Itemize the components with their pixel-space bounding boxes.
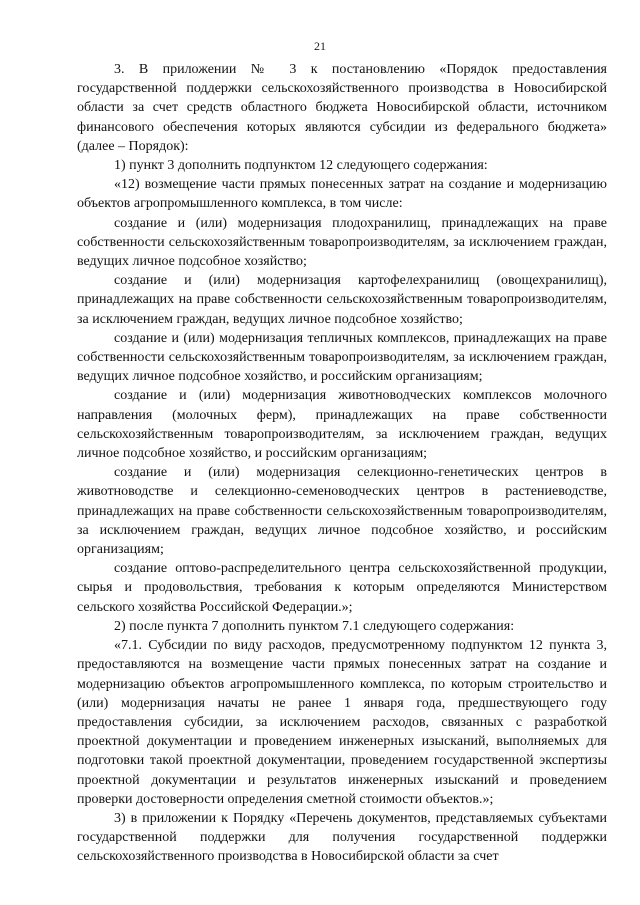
paragraph-fruit-storage: создание и (или) модернизация плодохранилищ, принадлежащих на праве собственности сельскохозяйственным товаропроизводителям, за исключением граждан, ведущих личное подсобное хозяйство;: [77, 215, 607, 270]
page-number: 21: [314, 39, 326, 53]
paragraph-item-7-1: «7.1. Субсидии по виду расходов, предусмотренному подпунктом 12 пункта 3, предоставляются на возмещение части прямых понесенных затрат на создание и модернизацию объектов агропромышленного комплекса, по которым строительство и (или) модернизация начаты не ранее 1 января года, предшествующего году предоставления субсидии, за исключением расходов, связанных с разработкой проектной документации и проведением инженерных изысканий, выполняемых для подготовки такой проектной документации, проведением государственной экспертизы проектной документации и результатов инженерных изысканий и проведением проверки достоверности определения сметной стоимости объектов.»;: [77, 638, 607, 807]
paragraph-item-3: 3) в приложении к Порядку «Перечень документов, представляемых субъектами государственной поддержки для получения государственной поддержки сельскохозяйственного производства в Новосибирской области за счет: [77, 810, 607, 865]
paragraph-item-2: 2) после пункта 7 дополнить пунктом 7.1 следующего содержания:: [114, 618, 515, 634]
paragraph-dairy-farms: создание и (или) модернизация животноводческих комплексов молочного направления (молочных ферм), принадлежащих на праве собственности сельскохозяйственным товаропроизводителям, за исключением граждан, ведущих личное подсобное хозяйство, и российским организациям;: [77, 388, 607, 462]
paragraph-potato-storage: создание и (или) модернизация картофелехранилищ (овощехранилищ), принадлежащих на праве собственности сельскохозяйственным товаропроизводителям, за исключением граждан, ведущих личное подсобное хозяйство;: [77, 273, 607, 327]
paragraph-amendment-3: 3. В приложении № 3 к постановлению «Порядок предоставления государственной поддержки сельскохозяйственного производства в Новосибирской области за счет средств областного бюджета Новосибирской области, источником финансового обеспечения которых являются субсидии из федерального бюджета» (далее – Порядок):: [77, 62, 607, 154]
paragraph-subitem-12: «12) возмещение части прямых понесенных затрат на создание и модернизацию объектов агропромышленного комплекса, в том числе:: [77, 177, 607, 212]
paragraph-item-1: 1) пункт 3 дополнить подпунктом 12 следующего содержания:: [114, 158, 488, 174]
paragraph-breeding-centers: создание и (или) модернизация селекционно-генетических центров в животноводстве и селекционно-семеноводческих центров в растениеводстве, принадлежащих на праве собственности сельскохозяйственным товаропроизводителям, за исключением граждан, ведущих личное подсобное хозяйство, и российским организациям;: [77, 465, 607, 558]
document-body: [77, 60, 607, 867]
paragraph-greenhouse: создание и (или) модернизация тепличных комплексов, принадлежащих на праве собственности сельскохозяйственным товаропроизводителям, за исключением граждан, ведущих личное подсобное хозяйство, и российским организациям;: [77, 330, 607, 385]
paragraph-wholesale-center: создание оптово-распределительного центра сельскохозяйственной продукции, сырья и продовольствия, требования к которым определяются Министерством сельского хозяйства Российской Федерации.»;: [77, 561, 607, 615]
